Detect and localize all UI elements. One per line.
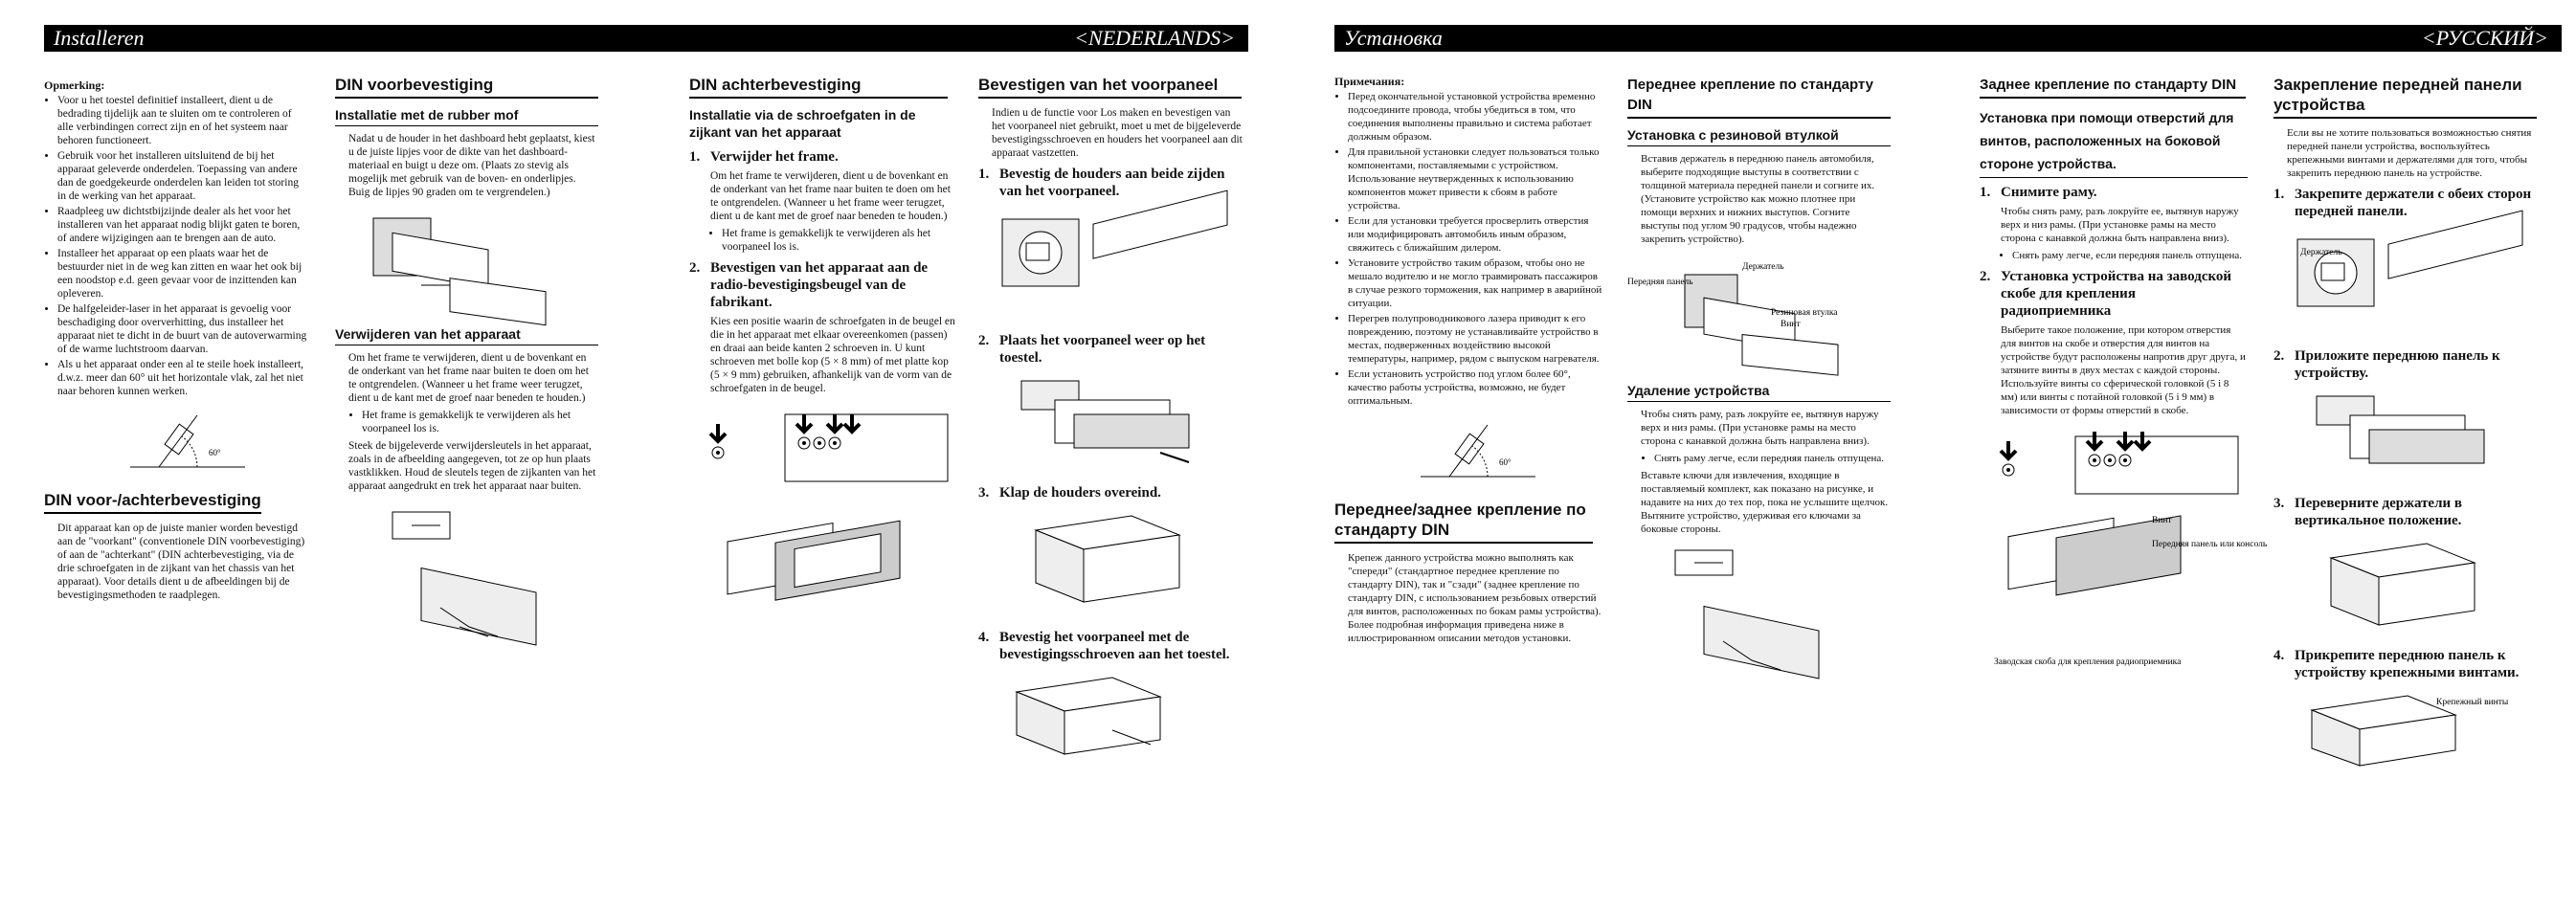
note-item: • Als u het apparaat onder een al te steile hoek installeert, d.w.z. meer dan 60° uit het horizontale vlak, zal het niet naar behoren kunnen werken. [57,358,307,398]
step-1-text: Om het frame te verwijderen, dient u de bovenkant en de onderkant van het frame naar buiten te doen om het te ontgrendelen. (Wanneer u het frame weer terugzet, dient u de kant met de groef naar beneden te houden.) [710,170,951,222]
step-1-label: Verwijder het frame. [710,149,839,165]
step-1: 1. Verwijder het frame. [689,149,839,165]
panel-step-4-label: Прикрепите переднюю панель к устройству крепежными винтами. [2295,648,2520,680]
front-panel-text: Если вы не хотите пользоваться возможностью снятия передней панели устройства, воспользуйтесь крепежными винтами и держателями для того, чтобы закрепить переднюю панель на устройстве. [2287,127,2532,179]
din-front-rear-text: Dit apparaat kan op de juiste manier worden bevestigd aan de "voorkant" (conventionele DIN voorbevestiging) of aan de "achterkant" (DIN achterbevestiging, via de drie schroefgaten in de zijkant van het chassis van het apparaat). Voor details dient u de afbeeldingen bij de bevestigingsmethoden te raadplegen. [57,523,305,601]
panel-step-1-label: Bevestig de houders aan beide zijden van het voorpaneel. [999,167,1225,199]
step-1-bullets [1980,249,2248,262]
panel-step-4-figure [2293,691,2522,768]
step-1-bullet: • Het frame is gemakkelijk te verwijderen als het voorpaneel los is. [722,227,957,254]
panel-step-3-figure [1017,511,1208,612]
header-language: <NEDERLANDS> [1074,26,1235,50]
remove-text-2: Steek de bijgeleverde verwijdersleutels in het apparaat, zoals in de afbeelding aangegeven, tot ze op hun plaats vastklikken. Houd de sleutels tegen de zijkanten van het apparaat aangedrukt en trek het apparaat naar buiten. [348,440,596,492]
label-holder: Держатель [1742,262,1784,272]
note-title: Opmerking: [44,78,105,92]
panel-step-3-figure [2312,539,2503,630]
panel-step-4: 4. Bevestig het voorpaneel met de bevestigingsschroeven aan het toestel. [978,630,1230,662]
remove-text-2: Вставьте ключи для извлечения, входящие в поставляемый комплект, как показано на рисунке, и надавите на них до тех пор, пока не услышите щелчок. Вытяните устройство, удерживая его ключами за боковые стороны. [1641,470,1889,535]
label-front-panel: Передняя панель [1627,278,1693,287]
panel-step-1-figure [2293,230,2522,330]
panel-step-3-label: Переверните держатели в вертикальное положение. [2295,496,2462,528]
note-item: • Если для установки требуется просверлить отверстия или модифицировать автомобиль иным образом, свяжитесь с ближайшим дилером. [1348,214,1602,255]
step-2-label: Установка устройства на заводской скобе для крепления радиоприемника [2001,269,2232,319]
page-dutch [0,0,1254,913]
section-title-din-rear: DIN achterbevestiging [689,75,948,99]
note-title: Примечания: [1334,75,1405,88]
section-title-din-front: DIN voorbevestiging [335,75,598,99]
column-notes [44,78,307,606]
header-bar [44,25,1248,52]
removal-keys-figure [383,502,574,646]
rubber-bush-figure [1627,256,1857,370]
remove-bullet: • Снять раму легче, если передняя панель отпущена. [1654,452,1891,465]
section-title-din-front: Переднее крепление по стандарту DIN [1627,75,1891,119]
label-fixing-screws: Крепежный винты [2436,698,2509,707]
note-item: • De halfgeleider-laser in het apparaat is gevoelig voor beschadiging door oververhitting, dus installeer het apparaat niet te dicht in de buurt van de autoverwarming of de warme luchtstroom daarvan. [57,302,307,356]
angle-diagram [1411,417,1545,484]
remove-bullets [335,409,598,435]
subsection-rubber: Installatie met de rubber mof [335,106,598,126]
column-din-front [335,75,598,657]
angle-label: 60° [1499,457,1512,467]
page-russian [1321,0,2576,913]
rubber-text: Nadat u de houder in het dashboard hebt geplaatst, kiest u de juiste lipjes voor de dikte van het dashboard-materiaal en buigt u deze om. (Plaats zo stevig als mogelijk met gebruik van de boven- en onderlipjes. Buig de lipjes 90 graden om te vergrendelen.) [348,133,595,198]
header-title: Installeren [54,26,145,50]
label-screw-2: Винт [2152,516,2172,525]
bracket-figure [689,405,948,644]
step-2-text: Выберите такое положение, при котором отверстия для винтов на скобе и отверстия для винтов на устройстве будут расположены напротив друг друга, и затяните винты в двух местах с каждой стороны. Используйте винты со сферической головкой (5 i 8 мм) или винты с потайной головкой (5 i 9 мм) в зависимости от формы отверстий в скобе. [2001,324,2246,416]
note-item: • Перед окончательной установкой устройства временно подсоедините провода, чтобы убедиться в том, что соединения выполнены правильно и система работает должным образом. [1348,90,1602,144]
step-1-label: Снимите раму. [2001,185,2097,200]
step-1-bullets [689,227,957,254]
remove-text: Om het frame te verwijderen, dient u de bovenkant en de onderkant van het frame naar buiten te doen om het te ontgrendelen. (Wanneer u het frame weer terugzet, dient u de kant met de groef naar beneden te houden.) [348,352,589,404]
step-2: 2. Bevestigen van het apparaat aan de radio-bevestigingsbeugel van de fabrikant. [689,260,929,310]
remove-bullet: • Het frame is gemakkelijk te verwijderen als het voorpaneel los is. [362,409,598,435]
removal-keys-figure [1666,546,1857,679]
note-item: • Установите устройство таким образом, чтобы оно не мешало водителю и не могло травмировать пассажиров в случае резкого торможения, как например в аварийной ситуации. [1348,256,1602,310]
subsection-side-holes: Установка при помощи отверстий для винтов, расположенных на боковой стороне устройства. [1980,106,2248,178]
subsection-side-holes: Installatie via de schroefgaten in de zijkant van het apparaat [689,107,916,140]
panel-step-4-figure [997,673,1189,759]
label-rubber-bush: Резиновая втулка [1771,308,1838,318]
note-item: • Gebruik voor het installeren uitsluitend de bij het apparaat geleverde onderdelen. Toepassing van andere dan de goedgekeurde onderdelen kan leiden tot storing in de werking van het apparaat. [57,149,307,203]
rubber-text: Вставив держатель в переднюю панель автомобиля, выберите подходящие выступы в соответствии с толщиной материала передней панели и согните их. (Установите устройство как можно плотнее при помощи верхних и нижних выступов. Согните выступы под углом 90 градусов, чтобы надежно закрепить устройство). [1641,153,1875,245]
section-title-din-front-rear: Переднее/заднее крепление по стандарту DIN [1334,500,1593,544]
subsection-remove: Verwijderen van het apparaat [335,325,598,345]
step-2-label: Bevestigen van het apparaat aan de radio-bevestigingsbeugel van de fabrikant. [710,260,929,310]
panel-step-1-label: Закрепите держатели с обеих сторон передней панели. [2295,187,2532,219]
remove-text: Чтобы снять раму, разъ локруйте ее, вытянув наружу верх и низ рамы. (При установке рамы на место сторона с канавкой должна быть направлена вниз). [1641,409,1879,447]
header-bar [1334,25,2562,52]
note-item: • Перегрев полупроводникового лазера приводит к его повреждению, поэтому не устанавливайте устройство в местах, подверженных воздействию высокой температуры, например, рядом с выпуском нагревателя. [1348,312,1602,366]
step-1-bullet: • Снять раму легче, если передняя панель отпущена. [2012,249,2248,262]
panel-step-4: 4. Прикрепите переднюю панель к устройству крепежными винтами. [2274,648,2520,680]
panel-step-2-figure [1017,376,1208,467]
step-1: 1. Снимите раму. [1980,185,2097,200]
column-din-front [1627,75,1891,691]
panel-step-2-figure [2312,391,2503,478]
step-2: 2. Установка устройства на заводской скобе для крепления радиоприемника [1980,269,2232,319]
panel-step-2-label: Приложите переднюю панель к устройству. [2295,348,2500,381]
angle-diagram [121,408,255,475]
panel-step-3-label: Klap de houders overeind. [999,485,1161,501]
note-item: • Если установить устройство под углом более 60°, качество работы устройства, возможно, не будет оптимальным. [1348,367,1602,408]
panel-step-2: 2. Plaats het voorpaneel weer op het toestel. [978,333,1206,366]
label-bracket: Заводская скоба для крепления радиоприемника [1994,657,2182,667]
column-front-panel [2274,75,2542,779]
label-front-panel-console: Передняя панель или консоль [2152,540,2268,549]
section-title-din-front-rear: DIN voor-/achterbevestiging [44,490,261,514]
note-list [44,94,307,398]
panel-step-4-label: Bevestig het voorpaneel met de bevestigingsschroeven aan het toestel. [999,630,1230,662]
panel-step-2: 2. Приложите переднюю панель к устройству. [2274,348,2500,381]
section-title-din-rear: Заднее крепление по стандарту DIN [1980,75,2246,99]
rubber-bush-figure [364,209,555,314]
subsection-rubber: Установка с резиновой втулкой [1627,126,1891,146]
label-holder-2: Держатель [2300,248,2342,257]
note-item: • Installeer het apparaat op een plaats waar het de bestuurder niet in de weg kan zitten en waar het ook bij een noodstop e.d. geen gevaar voor de inzittenden kan opleveren. [57,247,307,301]
panel-step-3: 3. Klap de houders overeind. [978,485,1161,501]
note-item: • Для правильной установки следует пользоваться только компонентами, поставляемыми с устройством. Использование неутвержденных к использованию компонентов может привести к сбоям в работе устройства. [1348,145,1602,212]
panel-step-2-label: Plaats het voorpaneel weer op het toestel. [999,333,1206,366]
bracket-figure [1980,427,2268,685]
step-1-text: Чтобы снять раму, разъ локруйте ее, вытянув наружу верх и низ рамы. (При установке рамы на место сторона с канавкой должна быть направлена вниз). [2001,206,2239,244]
section-title-front-panel: Закрепление передней панели устройства [2274,75,2537,119]
column-din-rear [689,75,957,656]
note-item: • Voor u het toestel definitief installeert, dient u de bedrading tijdelijk aan te sluiten om te controleren of alle verbindingen correct zijn en of het systeem naar behoren functioneert. [57,94,307,147]
panel-step-1: 1. Bevestig de houders aan beide zijden van het voorpaneel. [978,167,1225,199]
header-language: <РУССКИЙ> [2421,26,2548,50]
subsection-remove: Удаление устройства [1627,382,1891,402]
note-item: • Raadpleeg uw dichtstbijzijnde dealer als het voor het installeren van het apparaat nodig blijkt gaten te boren, of andere wijzigingen aan te brengen aan de auto. [57,205,307,245]
panel-step-1-figure [997,210,1227,315]
note-list [1334,90,1602,408]
din-front-rear-text: Крепеж данного устройства можно выполнять как "спереди" (стандартное переднее крепление по стандарту DIN), так и "сзади" (заднее крепление по стандарту DIN, с использованием резьбовых отверстий для винтов, расположенных по бокам рамы устройства). Более подробная информация приведена ниже в иллюстрированном описании методов установки. [1348,552,1602,644]
column-front-panel [978,75,1246,770]
panel-step-1: 1. Закрепите держатели с обеих сторон передней панели. [2274,187,2532,219]
remove-bullets [1627,452,1891,465]
angle-label: 60° [209,448,221,457]
header-title: Установка [1344,26,1443,50]
label-screw: Винт [1781,320,1801,329]
front-panel-text: Indien u de functie voor Los maken en bevestigen van het voorpaneel niet gebruikt, moet u met de bijgeleverde bevestigingsschroeven en houders het voorpaneel aan dit apparaat vastzetten. [992,107,1243,159]
step-2-text: Kies een positie waarin de schroefgaten in de beugel en die in het apparaat met elkaar overeenkomen (passen) en draai aan beide kanten 2 schroeven in. U kunt schroeven met bolle kop (5 × 8 mm) of met platte kop (5 × 9 mm) gebruiken, afhankelijk van de vorm van de schroefgaten in de beugel. [710,316,955,394]
column-din-rear [1980,75,2268,697]
section-title-front-panel: Bevestigen van het voorpaneel [978,75,1242,99]
panel-step-3: 3. Переверните держатели в вертикальное положение. [2274,496,2462,528]
column-notes [1334,75,1602,649]
